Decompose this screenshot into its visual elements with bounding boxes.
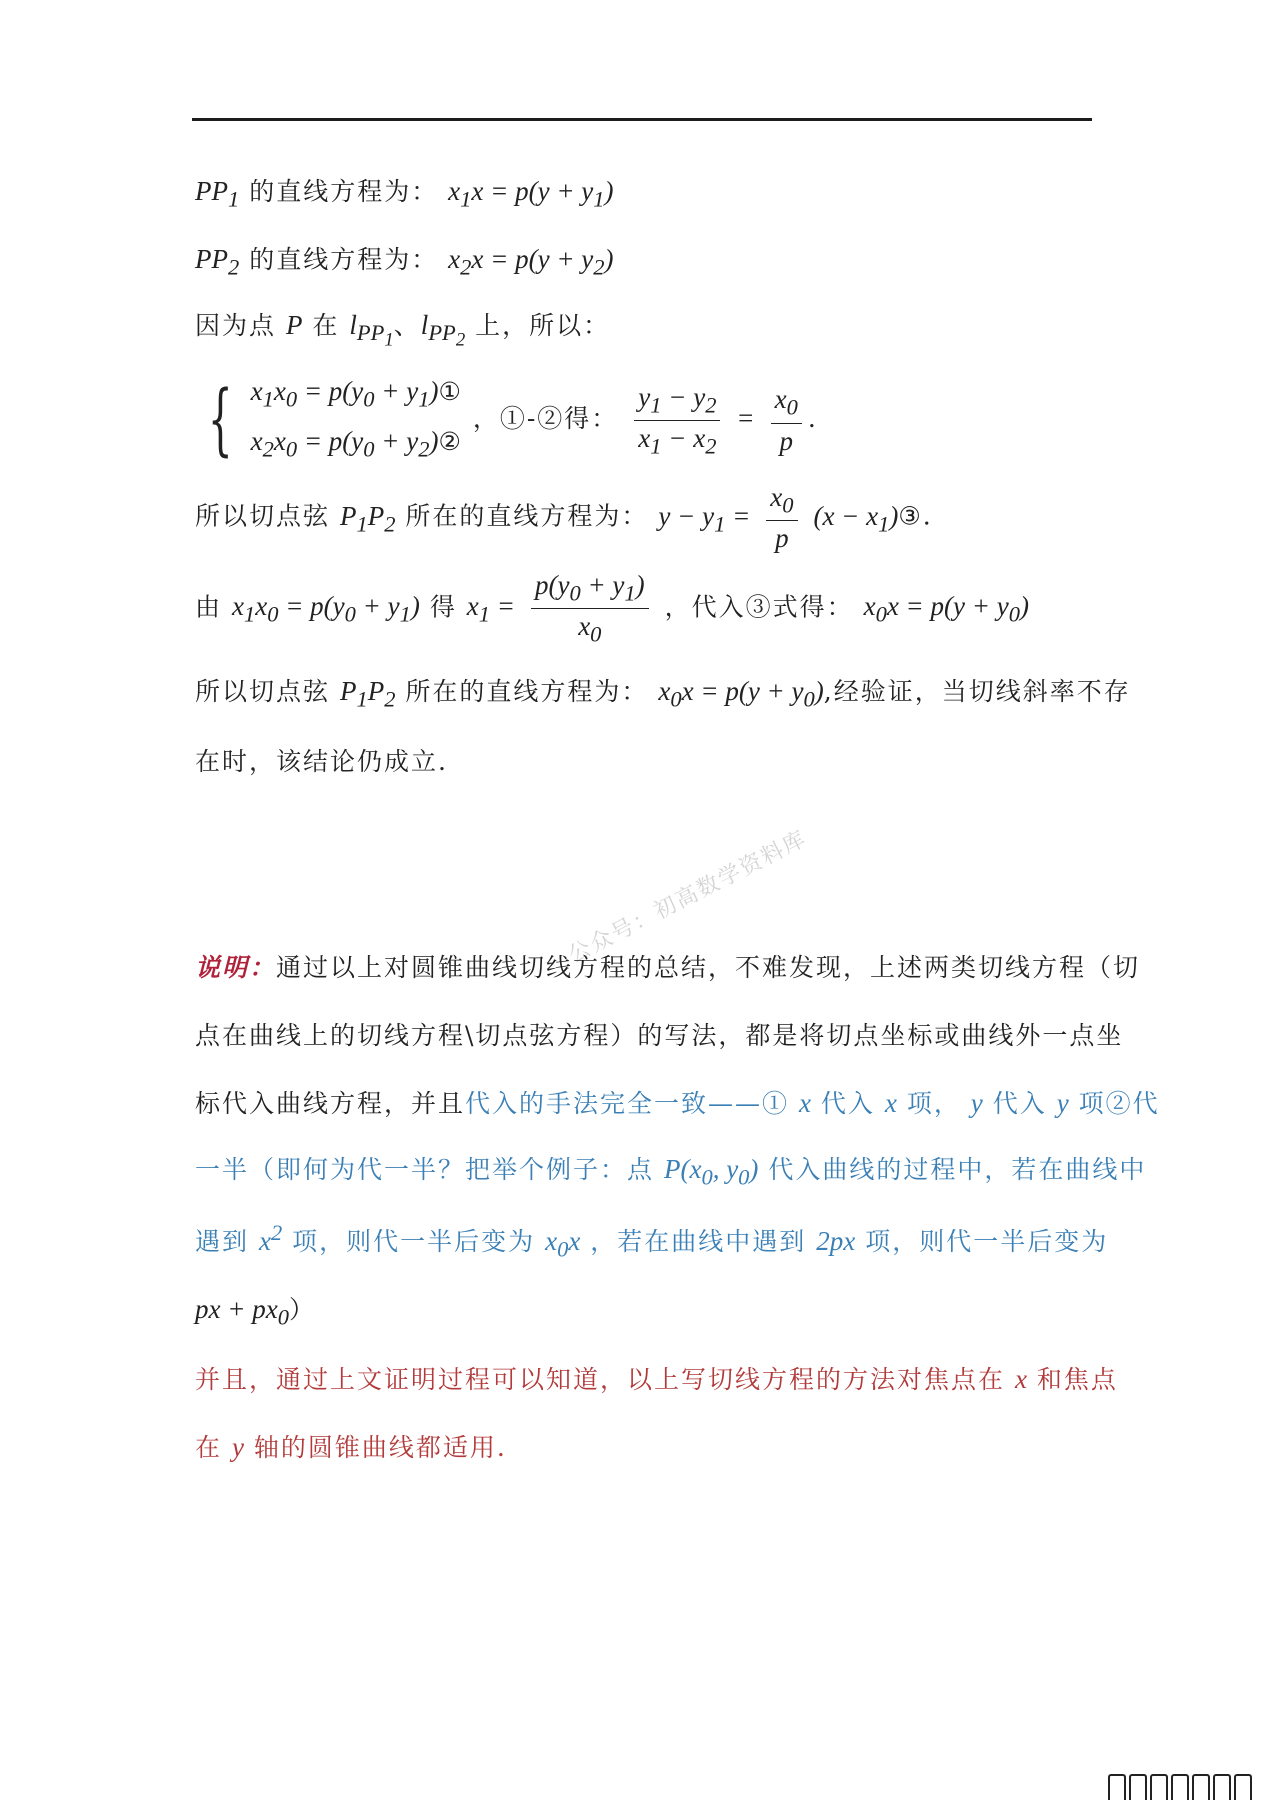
note-line-7: 并且，通过上文证明过程可以知道，以上写切线方程的方法对焦点在 x 和焦点 <box>195 1364 1118 1394</box>
text-separator: 、 <box>393 311 421 340</box>
note-text-3c: 代入 <box>820 1089 875 1118</box>
equation-system: { $x_1x_0 = p(y_0$ + $y_1)①$ $x_2x_0 = p(y_0$ + $y_2)②$ ，①-②得： $\frac{y_1 - y_2}{x_1 - x_2}$ = $\frac{x_0}{p}$ . <box>207 375 818 466</box>
text-conclusion: 在时，该结论仍成立. <box>195 747 448 776</box>
note-text-3d: 项， <box>906 1089 961 1118</box>
text-pp2-label: 的直线方程为： <box>249 245 439 274</box>
text-so: 上，所以： <box>475 311 611 340</box>
note-line-3: 标代入曲线方程，并且代入的手法完全一致——① x 代入 x 项， y 代入 y 项②代 <box>195 1088 1160 1118</box>
equation-pp2: $PP_2$ 的直线方程为： $x_2x = p(y + y_2)$ <box>195 244 614 280</box>
text-from: 由 <box>195 592 223 622</box>
equation-chord-final: 所以切点弦 $P_1P_2$ 所在的直线方程为： $x_0x = p(y + y_0)$,经验证，当切线斜率不存 <box>195 676 1131 712</box>
equation-substitute: 由 $x_1x_0 = p(y_0 + y_1)$ 得 $x_1$ = $\frac{p(y_0 + y_1)}{x_0}$ ，代入③式得： $x_0x = p(y + y_0)$ <box>195 570 1029 647</box>
text-on: 在 <box>312 311 340 340</box>
note-label: 说明： <box>195 953 277 982</box>
text-get: 得 <box>429 592 457 622</box>
equation-chord-slope: 所以切点弦 $P_1P_2$ 所在的直线方程为： $y - y_1$ = $\frac{x_0}{p}$ $(x - x_1)③$. <box>195 482 933 554</box>
note-text-7a: 并且，通过上文证明过程可以知道，以上写切线方程的方法对焦点在 <box>195 1365 1006 1394</box>
text-chord: 所以切点弦 <box>195 501 331 531</box>
text-line-eq: 所在的直线方程为： <box>405 501 649 531</box>
text-subtract: ，①-②得： <box>472 403 619 433</box>
note-text-4a: 一半（即何为代一半？把举个例子：点 <box>195 1155 655 1184</box>
note-text-8b: 轴的圆锥曲线都适用. <box>253 1433 507 1462</box>
text-chord-final: 所以切点弦 <box>195 677 331 706</box>
note-text-3e: 代入 <box>992 1089 1047 1118</box>
text-point-on-lines: 因为点 P 在 $l_{PP_1}$、$l_{PP_2}$ 上，所以： <box>195 310 611 351</box>
note-text-6: ） <box>288 1295 316 1324</box>
note-text-5a: 遇到 <box>195 1227 250 1256</box>
brand-logo-icon <box>1108 1774 1252 1800</box>
note-text-7b: 和焦点 <box>1036 1365 1118 1394</box>
note-line-4: 一半（即何为代一半？把举个例子：点 $P(x_0$, $y_0$) 代入曲线的过程中，若在曲线中 <box>195 1154 1147 1190</box>
text-line-eq-final: 所在的直线方程为： <box>405 677 649 706</box>
text-substitute: ，代入③式得： <box>664 592 854 622</box>
note-text-4b: 代入曲线的过程中，若在曲线中 <box>768 1155 1147 1184</box>
note-text-3b: 代入的手法完全一致——① <box>465 1089 790 1118</box>
note-line-5: 遇到 $x^2$ 项，则代一半后变为 $x_0x$ ，若在曲线中遇到 2px 项，则代一半后变为 <box>195 1220 1109 1262</box>
note-line-1 <box>195 948 1140 984</box>
note-line-8: 在 y 轴的圆锥曲线都适用. <box>195 1432 507 1462</box>
note-text-8a: 在 <box>195 1433 223 1462</box>
text-because-point: 因为点 <box>195 311 277 340</box>
watermark: 公众号：初高数学资料库 <box>564 826 812 969</box>
note-text-3a: 标代入曲线方程，并且 <box>195 1089 466 1118</box>
header-rule <box>192 118 1092 121</box>
note-text-3f: 项②代 <box>1078 1089 1160 1118</box>
note-line-2: 点在曲线上的切线方程\切点弦方程）的写法，都是将切点坐标或曲线外一点坐 <box>195 1021 1124 1050</box>
note-text-5b: 项，则代一半后变为 <box>292 1227 536 1256</box>
note-text-1: 通过以上对圆锥曲线切线方程的总结，不难发现，上述两类切线方程（切 <box>276 953 1141 982</box>
note-line-6: px + $px_0$） <box>195 1294 316 1330</box>
note-text-5c: ，若在曲线中遇到 <box>590 1227 807 1256</box>
note-text-5d: 项，则代一半后变为 <box>865 1227 1109 1256</box>
text-verify: ,经验证，当切线斜率不存 <box>823 677 1131 706</box>
equation-pp1: $PP_1$ 的直线方程为： $x_1x = p(y + y_1)$ <box>195 176 614 212</box>
text-pp1-label: 的直线方程为： <box>249 177 439 206</box>
